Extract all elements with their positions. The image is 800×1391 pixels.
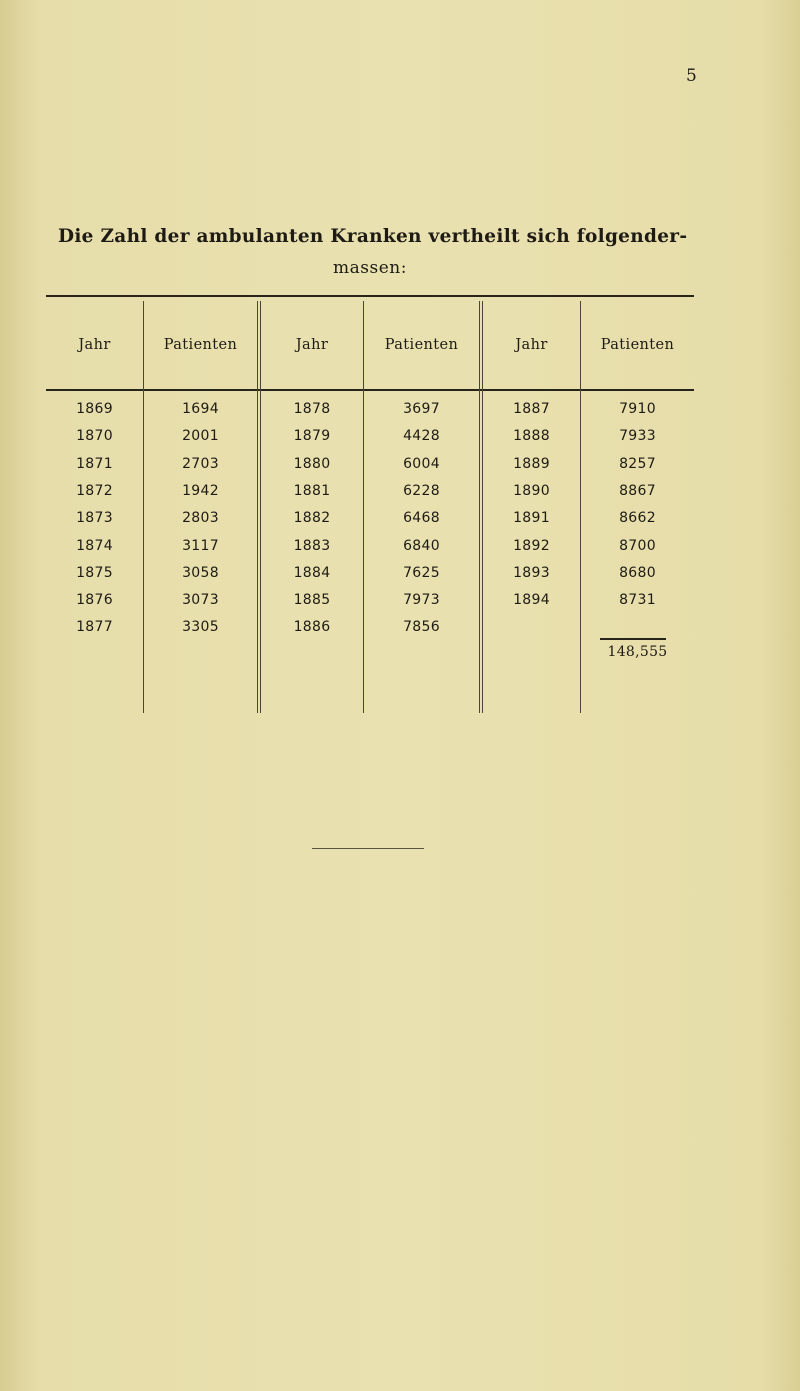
year-cell: 1878 <box>293 401 331 417</box>
year-cell: 1870 <box>76 428 113 445</box>
heading-line-2: massen: <box>333 258 407 278</box>
patients-cell: 3697 <box>403 401 440 417</box>
patients-cell: 2803 <box>182 510 219 527</box>
year-cell: 1882 <box>293 510 331 527</box>
patients-cell: 7933 <box>619 428 656 445</box>
year-cell: 1880 <box>293 455 331 472</box>
patients-cell: 6468 <box>403 510 440 527</box>
header-patienten-2: Patienten <box>384 337 459 353</box>
patients-cell: 8867 <box>619 482 656 499</box>
year-cell: 1877 <box>76 619 113 636</box>
year-cell: 1888 <box>513 428 550 445</box>
year-cell: 1871 <box>76 455 113 472</box>
patients-cell: 2703 <box>182 455 219 472</box>
patients-cell: 8700 <box>619 537 656 554</box>
year-cell: 1869 <box>76 401 113 417</box>
patients-cell: 3305 <box>182 619 219 636</box>
total-value: 148,555 <box>607 644 668 660</box>
patients-cell: 7910 <box>619 401 656 417</box>
column-divider-double <box>479 301 483 713</box>
table-top-rule <box>46 295 694 297</box>
year-cell: 1874 <box>76 537 113 554</box>
year-cell: 1884 <box>293 564 331 581</box>
header-jahr-1: Jahr <box>78 337 111 353</box>
patients-cell: 4428 <box>403 428 440 445</box>
year-cell: 1872 <box>76 482 113 499</box>
patients-cell: 6840 <box>403 537 440 554</box>
header-patienten-1: Patienten <box>163 337 238 353</box>
heading-line-1: Die Zahl der ambulanten Kranken vertheilt sich folgender- <box>58 226 688 247</box>
year-cell: 1891 <box>513 510 550 527</box>
patients-cell: 3073 <box>182 592 219 609</box>
patients-cell: 8257 <box>619 455 656 472</box>
patients-cell: 2001 <box>182 428 219 445</box>
year-cell: 1887 <box>513 401 550 417</box>
column-divider-double <box>257 301 261 713</box>
column-divider <box>363 301 364 713</box>
patients-cell: 8662 <box>619 510 656 527</box>
patients-cell: 6228 <box>403 482 440 499</box>
year-cell: 1893 <box>513 564 550 581</box>
year-cell: 1876 <box>76 592 113 609</box>
year-cell: 1886 <box>293 619 331 636</box>
patients-cell: 3117 <box>182 537 219 554</box>
patients-cell: 1942 <box>182 482 219 499</box>
year-cell: 1890 <box>513 482 550 499</box>
year-cell: 1894 <box>513 592 550 609</box>
header-jahr-2: Jahr <box>295 337 329 353</box>
sum-rule <box>600 638 666 640</box>
patients-cell: 1694 <box>182 401 219 417</box>
column-divider <box>143 301 144 713</box>
patients-cell: 7625 <box>403 564 440 581</box>
year-cell: 1885 <box>293 592 331 609</box>
patients-cell: 6004 <box>403 455 440 472</box>
year-cell: 1875 <box>76 564 113 581</box>
patients-cell: 3058 <box>182 564 219 581</box>
patients-cell: 7856 <box>403 619 440 636</box>
year-cell: 1873 <box>76 510 113 527</box>
page-number: 5 <box>686 66 697 86</box>
header-jahr-3: Jahr <box>515 337 548 353</box>
year-cell: 1889 <box>513 455 550 472</box>
year-cell: 1881 <box>293 482 331 499</box>
header-patienten-3: Patienten <box>600 337 675 353</box>
year-cell: 1892 <box>513 537 550 554</box>
patients-cell: 7973 <box>403 592 440 609</box>
year-cell: 1879 <box>293 428 331 445</box>
patients-cell: 8731 <box>619 592 656 609</box>
footer-rule <box>312 848 424 849</box>
year-cell: 1883 <box>293 537 331 554</box>
patients-cell: 8680 <box>619 564 656 581</box>
